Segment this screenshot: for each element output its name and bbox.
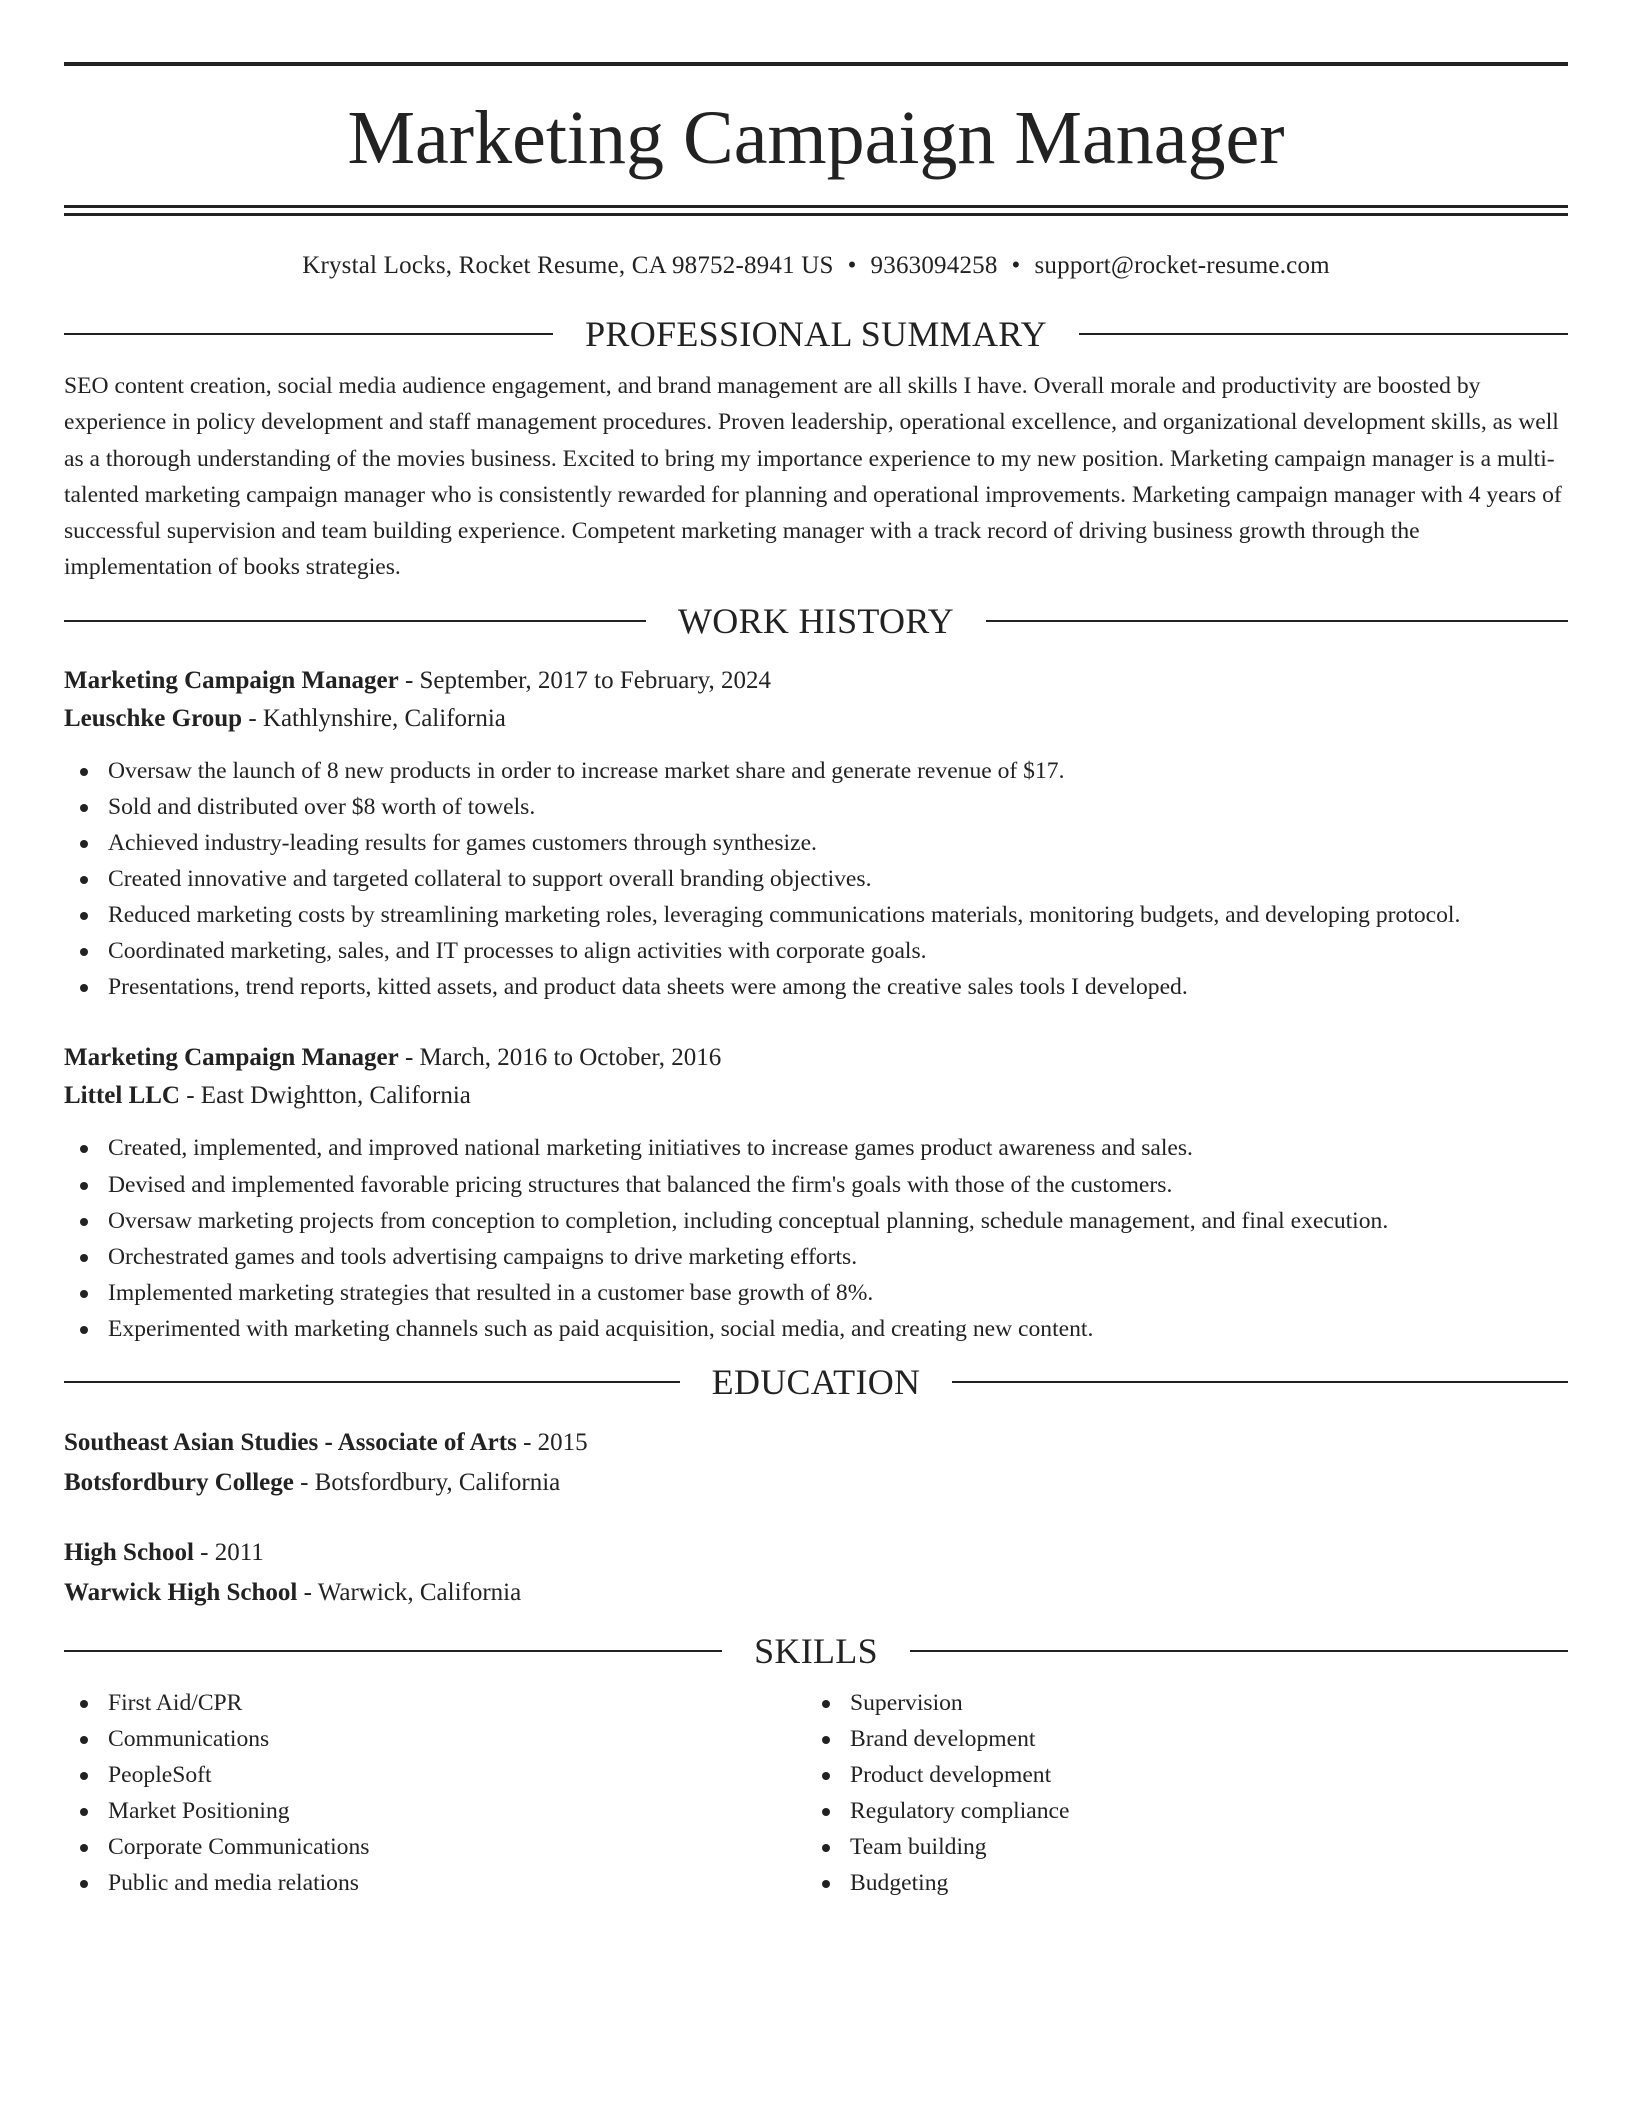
education-degree: Southeast Asian Studies - Associate of Arts — [64, 1429, 517, 1456]
job-entry — [64, 1039, 1568, 1347]
heading-rule-right — [952, 1381, 1568, 1383]
skill-item: Brand development — [806, 1721, 1548, 1757]
summary-text: SEO content creation, social media audience engagement, and brand management are all skills I have. Overall morale and productivity are boosted by experience in policy development and staff management procedures. Proven leadership, operational excellence, and organizational development skills, as well as a thorough understanding of the movies business. Excited to bring my importance experience to my new position. Marketing campaign manager is a multi-talented marketing campaign manager who is consistently rewarded for planning and operational improvements. Marketing campaign manager with 4 years of successful supervision and team building experience. Competent marketing manager with a track record of driving business growth through the implementation of books strategies. — [64, 373, 1562, 581]
education-heading — [64, 1362, 1568, 1402]
skill-item: Product development — [806, 1757, 1548, 1793]
job-bullet: Created, implemented, and improved national marketing initiatives to increase games product awareness and sales. — [64, 1130, 1568, 1166]
job-company: Littel LLC — [64, 1082, 180, 1110]
contact-line — [64, 251, 1568, 281]
skills-list-right — [806, 1685, 1548, 1902]
skills-columns — [64, 1685, 1568, 1902]
contact-email[interactable]: support@rocket-resume.com — [1034, 252, 1330, 279]
education-entry — [64, 1423, 1568, 1503]
job-company-line — [64, 700, 1568, 738]
skill-item: Corporate Communications — [64, 1829, 806, 1865]
skill-item: Market Positioning — [64, 1793, 806, 1829]
education-heading-label: EDUCATION — [711, 1362, 921, 1402]
job-bullet: Achieved industry-leading results for games customers through synthesize. — [64, 825, 1568, 861]
education-degree-line — [64, 1423, 1568, 1463]
page-title: Marketing Campaign Manager — [347, 96, 1285, 180]
job-bullets — [64, 1130, 1568, 1347]
heading-rule-left — [64, 1650, 722, 1652]
job-title: Marketing Campaign Manager — [64, 666, 399, 694]
job-title-line — [64, 662, 1568, 700]
education-location: - Botsfordbury, California — [293, 1469, 561, 1496]
summary-heading-label: PROFESSIONAL SUMMARY — [585, 314, 1047, 354]
skills-list-left — [64, 1685, 806, 1902]
education-year: - 2011 — [193, 1539, 264, 1566]
heading-rule-left — [64, 333, 553, 335]
contact-separator: • — [847, 252, 857, 279]
job-bullets — [64, 753, 1568, 1006]
education-school: Warwick High School — [64, 1579, 298, 1606]
heading-rule-left — [64, 1381, 680, 1383]
job-location: - East Dwightton, California — [179, 1082, 471, 1110]
contact-separator: • — [1011, 252, 1021, 279]
job-company-line — [64, 1077, 1568, 1115]
skills-heading — [64, 1631, 1568, 1671]
job-company: Leuschke Group — [64, 704, 243, 732]
education-school: Botsfordbury College — [64, 1469, 294, 1496]
job-bullet: Oversaw marketing projects from conception to completion, including conceptual planning, schedule management, and final execution. — [64, 1203, 1568, 1239]
job-bullet: Orchestrated games and tools advertising campaigns to drive marketing efforts. — [64, 1239, 1568, 1275]
work-heading-label: WORK HISTORY — [678, 600, 954, 641]
education-degree: High School — [64, 1539, 194, 1566]
contact-address: Krystal Locks, Rocket Resume, CA 98752-8941 US — [302, 252, 834, 279]
job-bullet: Created innovative and targeted collateral to support overall branding objectives. — [64, 861, 1568, 897]
heading-rule-right — [1079, 333, 1568, 335]
work-heading — [64, 601, 1568, 641]
job-bullet: Presentations, trend reports, kitted assets, and product data sheets were among the creative sales tools I developed. — [64, 969, 1568, 1005]
skill-item: PeopleSoft — [64, 1757, 806, 1793]
heading-rule-right — [986, 620, 1568, 622]
contact-phone: 9363094258 — [870, 252, 998, 279]
job-location: - Kathlynshire, California — [242, 704, 506, 732]
job-bullet: Implemented marketing strategies that resulted in a customer base growth of 8%. — [64, 1275, 1568, 1311]
education-school-line — [64, 1573, 1568, 1613]
job-bullet: Reduced marketing costs by streamlining marketing roles, leveraging communications materials, monitoring budgets, and developing protocol. — [64, 897, 1568, 933]
heading-rule-left — [64, 620, 646, 622]
skill-item: Team building — [806, 1829, 1548, 1865]
skill-item: Public and media relations — [64, 1865, 806, 1901]
job-title-line — [64, 1039, 1568, 1077]
job-entry — [64, 662, 1568, 1006]
skill-item: Supervision — [806, 1685, 1548, 1721]
education-year: - 2015 — [516, 1429, 588, 1456]
skills-heading-label: SKILLS — [754, 1631, 878, 1671]
skill-item: First Aid/CPR — [64, 1685, 806, 1721]
education-location: - Warwick, California — [297, 1579, 522, 1606]
education-entry — [64, 1533, 1568, 1613]
job-title: Marketing Campaign Manager — [64, 1044, 399, 1072]
skill-item: Regulatory compliance — [806, 1793, 1548, 1829]
skill-item: Communications — [64, 1721, 806, 1757]
summary-heading — [64, 314, 1568, 354]
job-bullet: Experimented with marketing channels such as paid acquisition, social media, and creating new content. — [64, 1311, 1568, 1347]
job-dates: - September, 2017 to February, 2024 — [398, 666, 772, 694]
header-top-rule — [64, 62, 1568, 66]
job-dates: - March, 2016 to October, 2016 — [398, 1044, 722, 1072]
skill-item: Budgeting — [806, 1865, 1548, 1901]
job-bullet: Devised and implemented favorable pricing structures that balanced the firm's goals with those of the customers. — [64, 1167, 1568, 1203]
job-bullet: Oversaw the launch of 8 new products in order to increase market share and generate revenue of $17. — [64, 753, 1568, 789]
heading-rule-right — [910, 1650, 1568, 1652]
job-bullet: Sold and distributed over $8 worth of towels. — [64, 789, 1568, 825]
header-double-rule — [64, 205, 1568, 216]
education-degree-line — [64, 1533, 1568, 1573]
job-bullet: Coordinated marketing, sales, and IT processes to align activities with corporate goals. — [64, 933, 1568, 969]
education-school-line — [64, 1463, 1568, 1503]
